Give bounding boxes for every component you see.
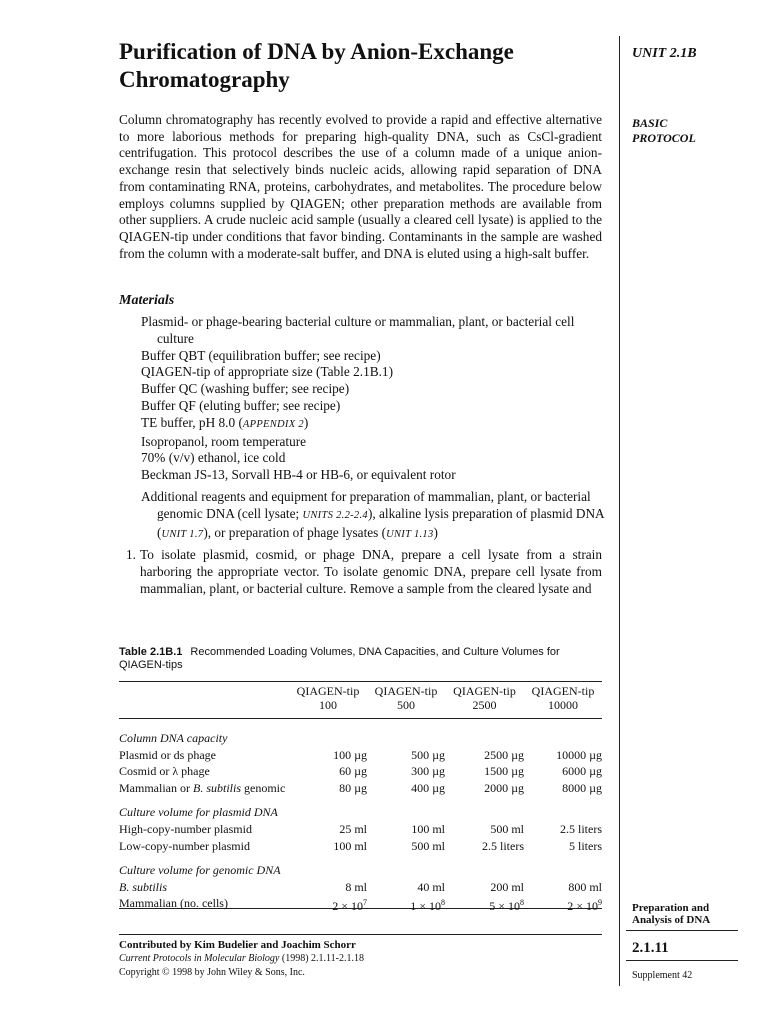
table-row: High-copy-number plasmid 25 ml 100 ml 500 ml 2.5 liters (119, 821, 602, 836)
additional-reagents: Additional reagents and equipment for preparation of mammalian, plant, or bacterial genomic DNA (cell lysate; UNITS 2.2-2.4), alkaline lysis preparation of plasmid DNA (UNIT 1.7), or preparation of phage lysates (UNIT 1.13) (141, 489, 604, 540)
list-item: Beckman JS-13, Sorvall HB-4 or HB-6, or equivalent rotor (141, 467, 456, 483)
section-label: Preparation and Analysis of DNA (632, 902, 711, 926)
table-caption: Table 2.1B.1 Recommended Loading Volumes, DNA Capacities, and Culture Volumes for QIAGEN-tips (119, 646, 560, 671)
supplement-label: Supplement 42 (632, 970, 693, 981)
contributors: Contributed by Kim Budelier and Joachim Schorr (119, 939, 356, 951)
table-section-heading: Column DNA capacity (119, 731, 228, 745)
table-section-heading: Culture volume for genomic DNA (119, 863, 281, 878)
footer-rule (119, 934, 602, 935)
column-header: QIAGEN-tip 100 (296, 684, 360, 712)
sidebar-rule (626, 930, 738, 931)
table-section-heading: Culture volume for plasmid DNA (119, 805, 278, 820)
column-header: QIAGEN-tip 500 (374, 684, 438, 712)
table-row: B. subtilis 8 ml 40 ml 200 ml 800 ml (119, 879, 602, 894)
table-top-rule (119, 681, 602, 682)
list-item: Isopropanol, room temperature (141, 433, 307, 449)
page-title: Purification of DNA by Anion-Exchange Chromatography (119, 39, 514, 92)
column-header: QIAGEN-tip 2500 (453, 684, 516, 712)
protocol-step-1 (126, 547, 602, 597)
materials-list (141, 314, 606, 484)
citation: Current Protocols in Molecular Biology (1998) 2.1.11-2.1.18 (119, 953, 364, 964)
unit-label: UNIT 2.1B (632, 46, 697, 61)
table-row: Cosmid or λ phage 60 µg 300 µg 1500 µg 6000 µg (119, 764, 602, 779)
table-row: Mammalian or B. subtilis genomic 80 µg 400 µg 2000 µg 8000 µg (119, 780, 602, 795)
sidebar-rule (626, 960, 738, 961)
list-item: TE buffer, pH 8.0 (APPENDIX 2) (141, 414, 309, 430)
list-item: Plasmid- or phage-bearing bacterial culture or mammalian, plant, or bacterial cell culture (141, 314, 575, 346)
list-item: 70% (v/v) ethanol, ice cold (141, 450, 286, 466)
step-number: 1. (126, 547, 136, 562)
list-item: QIAGEN-tip of appropriate size (Table 2.1B.1) (141, 364, 393, 380)
copyright: Copyright © 1998 by John Wiley & Sons, Inc. (119, 967, 305, 978)
materials-heading: Materials (119, 293, 175, 308)
data-table (119, 684, 602, 915)
table-row: Mammalian (no. cells) $2 \times 10^7$ $1 \times 10^8$ $5 \times 10^8$ $2 \times 10^9$ (119, 896, 602, 914)
table-header-row (119, 684, 602, 716)
table-row: Low-copy-number plasmid 100 ml 500 ml 2.5 liters 5 liters (119, 838, 602, 853)
intro-paragraph: Column chromatography has recently evolved to provide a rapid and effective alternative to more laborious methods for preparing high-quality DNA, such as CsCl-gradient centrifugation. This protocol describes the use of a column made of a unique anion-exchange resin that selectively binds nucleic acids, allowing rapid separation of DNA from contaminating RNA, proteins, carbohydrates, and metabolites. The procedure below employs columns supplied by QIAGEN; other preparation methods are available from other suppliers. A crude nucleic acid sample (usually a cleared cell lysate) is applied to the QIAGEN-tip under conditions that favor binding. Contaminants in the sample are washed from the column with a moderate-salt buffer, and DNA is eluted using a high-salt buffer. (119, 112, 602, 261)
table-row: Plasmid or ds phage 100 µg 500 µg 2500 µg 10000 µg (119, 747, 602, 762)
margin-rule (619, 36, 620, 986)
protocol-label: BASIC PROTOCOL (632, 116, 696, 145)
list-item: Buffer QBT (equilibration buffer; see recipe) (141, 347, 381, 363)
step-text: To isolate plasmid, cosmid, or phage DNA, prepare a cell lysate from a strain harboring the appropriate vector. To isolate genomic DNA, prepare cell lysate from mammalian, plant, or bacterial culture. Remove a sample from the cleared lysate and (140, 547, 602, 596)
list-item: Buffer QC (washing buffer; see recipe) (141, 381, 350, 397)
column-header: QIAGEN-tip 10000 (531, 684, 595, 712)
list-item: Buffer QF (eluting buffer; see recipe) (141, 397, 341, 413)
page-number: 2.1.11 (632, 940, 669, 956)
